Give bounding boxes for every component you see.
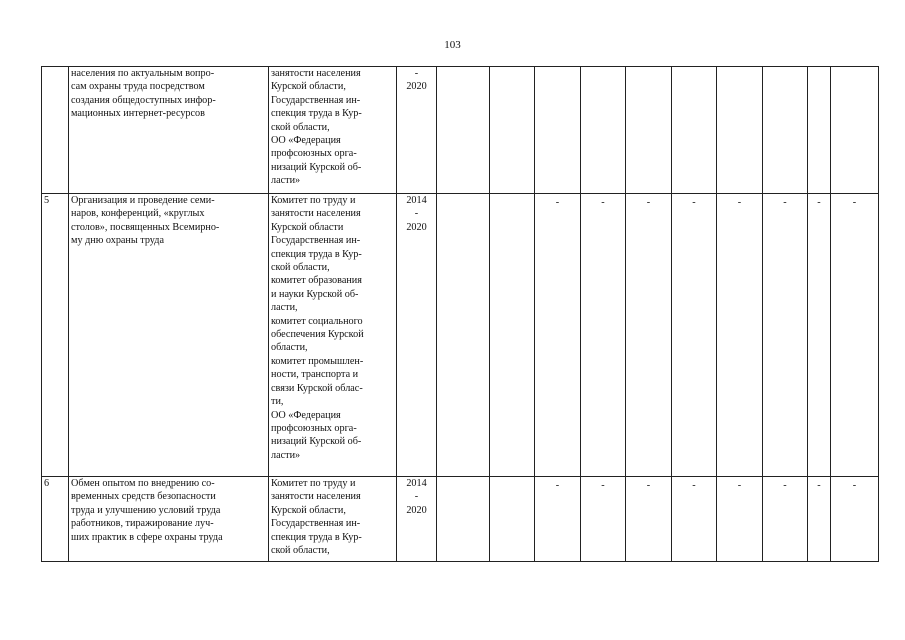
row-number: 6 — [42, 477, 69, 562]
page-number: 103 — [444, 39, 461, 51]
funding-cell: - — [763, 194, 808, 477]
funding-cell: - — [831, 477, 879, 562]
funding-cell: - — [717, 477, 763, 562]
funding-cell: - — [581, 194, 626, 477]
executors-cell: занятости населения Курской области, Государственная ин- спекция труда в Кур- ской области, ОО «Федерация профсоюзных орга- низаций Курской об- ласти» — [269, 67, 397, 194]
funding-cell — [808, 67, 831, 194]
executors-cell: Комитет по труду и занятости населения Курской области, Государственная ин- спекция труда в Кур- ской области, — [269, 477, 397, 562]
funding-cell: - — [535, 477, 581, 562]
activity-description: населения по актуальным вопро- сам охраны труда посредством создания общедоступных инфор- мационных интернет-ресурсов — [69, 67, 269, 194]
table-row — [42, 477, 879, 562]
funding-cell: - — [717, 194, 763, 477]
table-row — [42, 67, 879, 194]
funding-cell: - — [831, 194, 879, 477]
funding-cell — [490, 194, 535, 477]
period-cell: 2014 - 2020 — [397, 194, 437, 477]
activity-description: Обмен опытом по внедрению со- временных средств безопасности труда и улучшению условий труда работников, тиражирование луч- ших практик в сфере охраны труда — [69, 477, 269, 562]
funding-cell — [437, 477, 490, 562]
funding-cell: - — [535, 194, 581, 477]
funding-cell — [437, 194, 490, 477]
funding-cell — [437, 67, 490, 194]
funding-cell — [490, 477, 535, 562]
funding-cell: - — [626, 194, 672, 477]
funding-cell: - — [763, 477, 808, 562]
funding-cell — [535, 67, 581, 194]
funding-cell: - — [808, 194, 831, 477]
funding-cell — [490, 67, 535, 194]
funding-cell: - — [581, 477, 626, 562]
funding-cell — [672, 67, 717, 194]
period-cell: 2014 - 2020 — [397, 477, 437, 562]
program-activities-table — [41, 66, 879, 562]
period-cell: - 2020 — [397, 67, 437, 194]
row-number: 5 — [42, 194, 69, 477]
activity-description: Организация и проведение семи- наров, конференций, «круглых столов», посвященных Всемирно- му дню охраны труда — [69, 194, 269, 477]
row-number — [42, 67, 69, 194]
funding-cell — [763, 67, 808, 194]
executors-cell: Комитет по труду и занятости населения Курской области Государственная ин- спекция труда в Кур- ской области, комитет образования и науки Курской об- ласти, комитет социального обеспечения Курской области, комитет промышлен- ности, транспорта и связи Курской облас- ти, ОО «Федерация профсоюзных орга- низаций Курской об- ласти» — [269, 194, 397, 477]
funding-cell: - — [626, 477, 672, 562]
funding-cell — [831, 67, 879, 194]
table-row — [42, 194, 879, 477]
funding-cell: - — [808, 477, 831, 562]
funding-cell — [626, 67, 672, 194]
funding-cell: - — [672, 194, 717, 477]
funding-cell — [581, 67, 626, 194]
funding-cell: - — [672, 477, 717, 562]
funding-cell — [717, 67, 763, 194]
